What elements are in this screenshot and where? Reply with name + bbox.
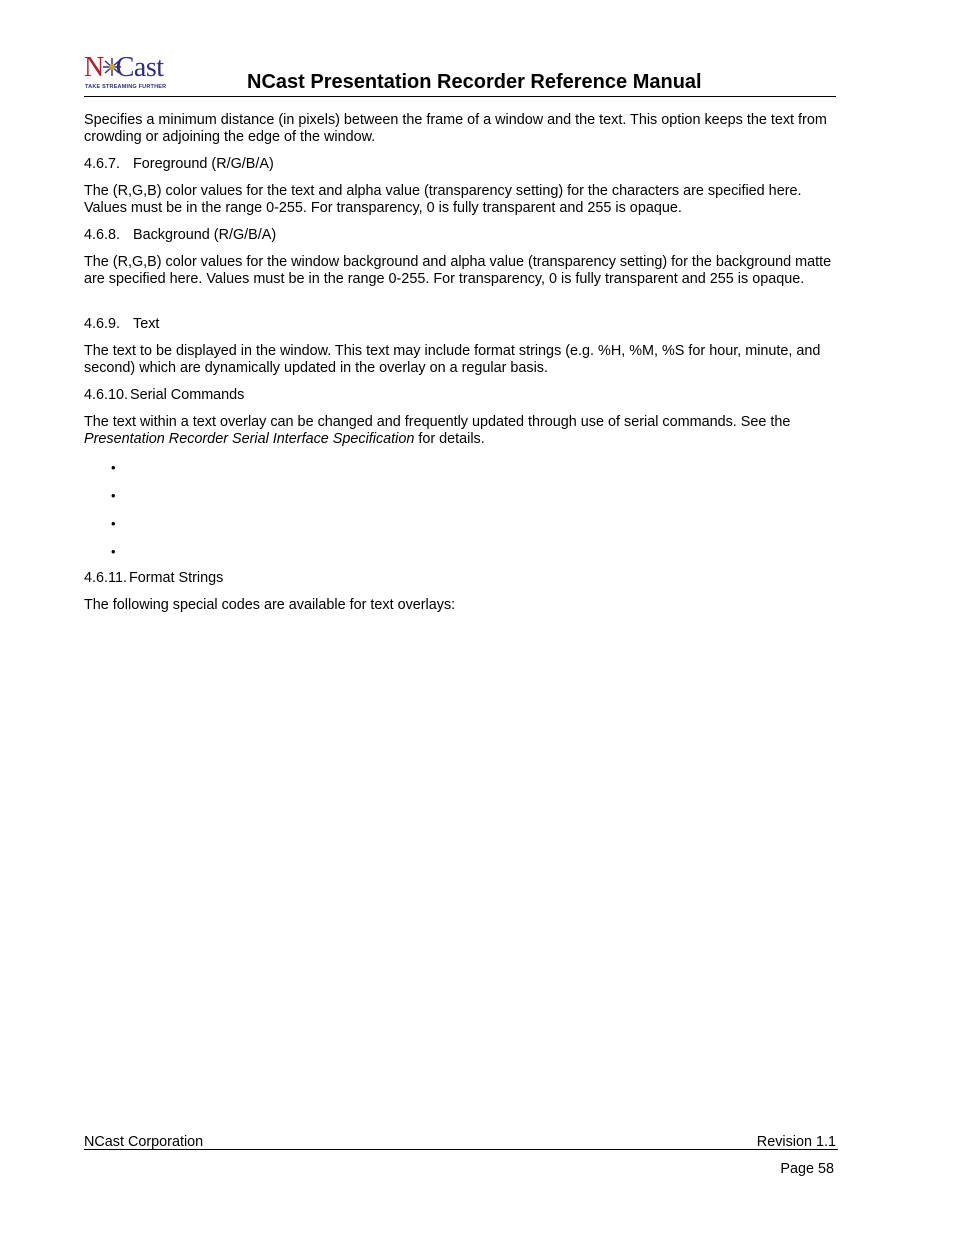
footer-divider <box>84 1149 838 1150</box>
section-title: Background (R/G/B/A) <box>133 227 277 243</box>
logo-wordmark <box>84 54 164 82</box>
page-number: Page 58 <box>780 1161 834 1177</box>
section-title: Text <box>133 316 160 332</box>
section-title: Format Strings <box>128 570 224 586</box>
section-number: 4.6.7. <box>84 156 121 172</box>
logo-burst-icon <box>101 56 123 78</box>
section-number: 4.6.11. <box>84 570 127 586</box>
logo-tagline: TAKE STREAMING FURTHER <box>85 84 167 90</box>
section-title: Serial Commands <box>130 387 245 403</box>
ncast-logo <box>84 54 174 92</box>
section-title: Foreground (R/G/B/A) <box>133 156 274 172</box>
background-paragraph: The (R,G,B) color values for the window background and alpha value (transparency setting) for the background matte are specified here. Values must be in the range 0-255. For transparency, 0 is fully transparent and 255 is opaque. <box>84 254 832 288</box>
spec-reference: Presentation Recorder Serial Interface Specification <box>84 431 415 448</box>
intro-paragraph: Specifies a minimum distance (in pixels) between the frame of a window and the text. This option keeps the text from crowding or adjoining the edge of the window. <box>84 112 827 146</box>
footer-revision: Revision 1.1 <box>756 1134 836 1150</box>
footer-company: NCast Corporation <box>84 1134 204 1150</box>
section-heading-foreground <box>84 156 274 173</box>
text-paragraph: The text to be displayed in the window. This text may include format strings (e.g. %H, %M, %S for hour, minute, and second) which are dynamically updated in the overlay on a regular basis. <box>84 343 821 377</box>
list-item-bullet: • <box>111 488 116 503</box>
section-number: 4.6.9. <box>84 316 121 332</box>
section-number: 4.6.10. <box>84 387 129 403</box>
section-heading-format-strings <box>84 570 223 587</box>
foreground-paragraph: The (R,G,B) color values for the text and alpha value (transparency setting) for the characters are specified here. Values must be in the range 0-255. For transparency, 0 is fully transparent and 255 is opaque. <box>84 183 802 217</box>
section-number: 4.6.8. <box>84 227 121 243</box>
section-heading-background <box>84 227 276 244</box>
format-strings-paragraph: The following special codes are available for text overlays: <box>84 597 456 613</box>
list-item-bullet: • <box>111 516 116 531</box>
list-item-bullet: • <box>111 544 116 559</box>
section-heading-text <box>84 316 159 333</box>
header-divider <box>84 96 836 97</box>
paragraph-text: The text within a text overlay can be changed and frequently updated through use of serial commands. See the <box>84 414 791 430</box>
logo-letters-cast: Cast <box>115 52 164 83</box>
logo-letter-n: N <box>84 52 104 83</box>
section-heading-serial-commands <box>84 387 244 404</box>
document-title: NCast Presentation Recorder Reference Manual <box>247 71 702 93</box>
serial-commands-paragraph <box>84 414 836 449</box>
paragraph-text: for details. <box>414 431 485 448</box>
list-item-bullet: • <box>111 460 116 475</box>
